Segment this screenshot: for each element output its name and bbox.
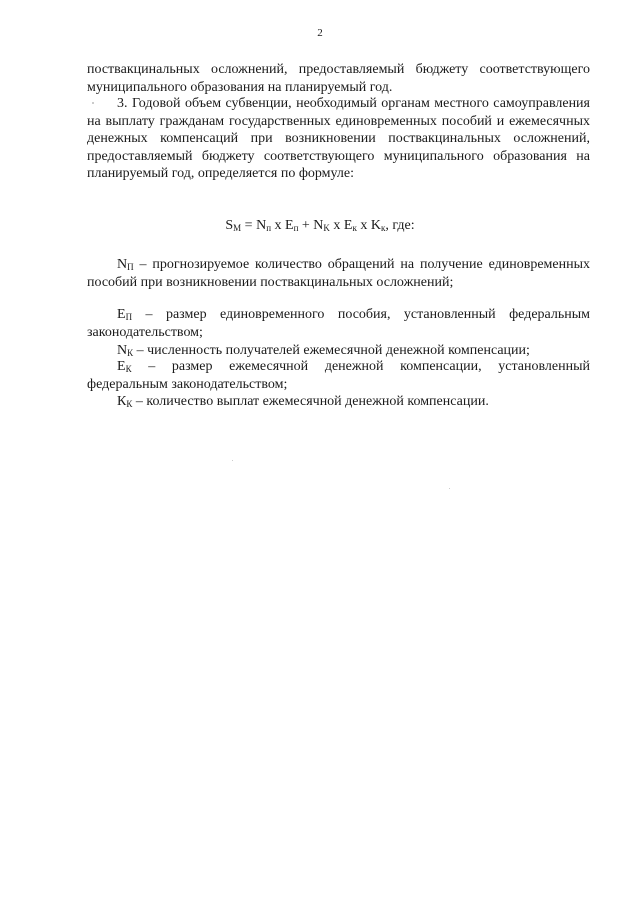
definition-ep <box>87 306 590 341</box>
formula-n2-sub: K <box>323 223 330 233</box>
scan-speck <box>449 488 450 489</box>
formula-k-sub: к <box>380 223 386 233</box>
nk-subscript: К <box>127 348 134 358</box>
formula-s: S <box>225 218 234 233</box>
np-text: – прогнозируемое количество обращений на получение единовременных пособий при возникновении поствакцинальных осложнений; <box>87 257 590 290</box>
np-symbol: N <box>117 257 128 272</box>
nk-symbol: N <box>117 343 128 358</box>
scan-speck <box>232 460 233 461</box>
definition-kk <box>87 393 590 411</box>
paragraph-3: 3. Годовой объем субвенции, необходимый органам местного самоуправления на выплату гражданам государственных единовременных пособий и ежемесячных денежных компенсаций при возникновении поствакцинальных осложнений, предоставляемый бюджету соответствующего муниципального образования на планируемый год, определяется по формуле: <box>87 96 590 181</box>
formula-x1: x E <box>271 218 294 233</box>
kk-symbol: К <box>117 394 127 409</box>
formula-s-sub: M <box>233 223 242 233</box>
formula-plus: + N <box>298 218 324 233</box>
formula-x3: x K <box>356 218 381 233</box>
ep-symbol: E <box>117 307 126 322</box>
formula-eq: = N <box>241 218 267 233</box>
formula-tail: , где: <box>385 218 415 233</box>
ep-text: – размер единовременного пособия, установленный федеральным законодательством; <box>87 307 590 340</box>
definition-np <box>87 256 590 291</box>
formula-e2-sub: к <box>352 223 357 233</box>
page-number: 2 <box>317 27 323 39</box>
definition-nk <box>87 342 590 360</box>
ek-subscript: К <box>125 364 132 374</box>
kk-text: – количество выплат ежемесячной денежной компенсации. <box>132 394 489 409</box>
ek-symbol: E <box>117 359 126 374</box>
ep-subscript: П <box>125 312 133 322</box>
ek-text: – размер ежемесячной денежной компенсации, установленный федеральным законодательством; <box>87 359 590 392</box>
formula-e1-sub: п <box>293 223 299 233</box>
formula-x2: x E <box>329 218 353 233</box>
nk-text: – численность получателей ежемесячной денежной компенсации; <box>133 343 530 358</box>
kk-subscript: К <box>126 399 133 409</box>
scan-speck <box>92 102 94 104</box>
paragraph-continuation: поствакцинальных осложнений, предоставляемый бюджету соответствующего муниципального образования на планируемый год. <box>87 62 590 95</box>
formula-n1-sub: п <box>266 223 272 233</box>
formula <box>0 218 640 234</box>
np-subscript: П <box>127 262 134 272</box>
definition-ek <box>87 358 590 393</box>
